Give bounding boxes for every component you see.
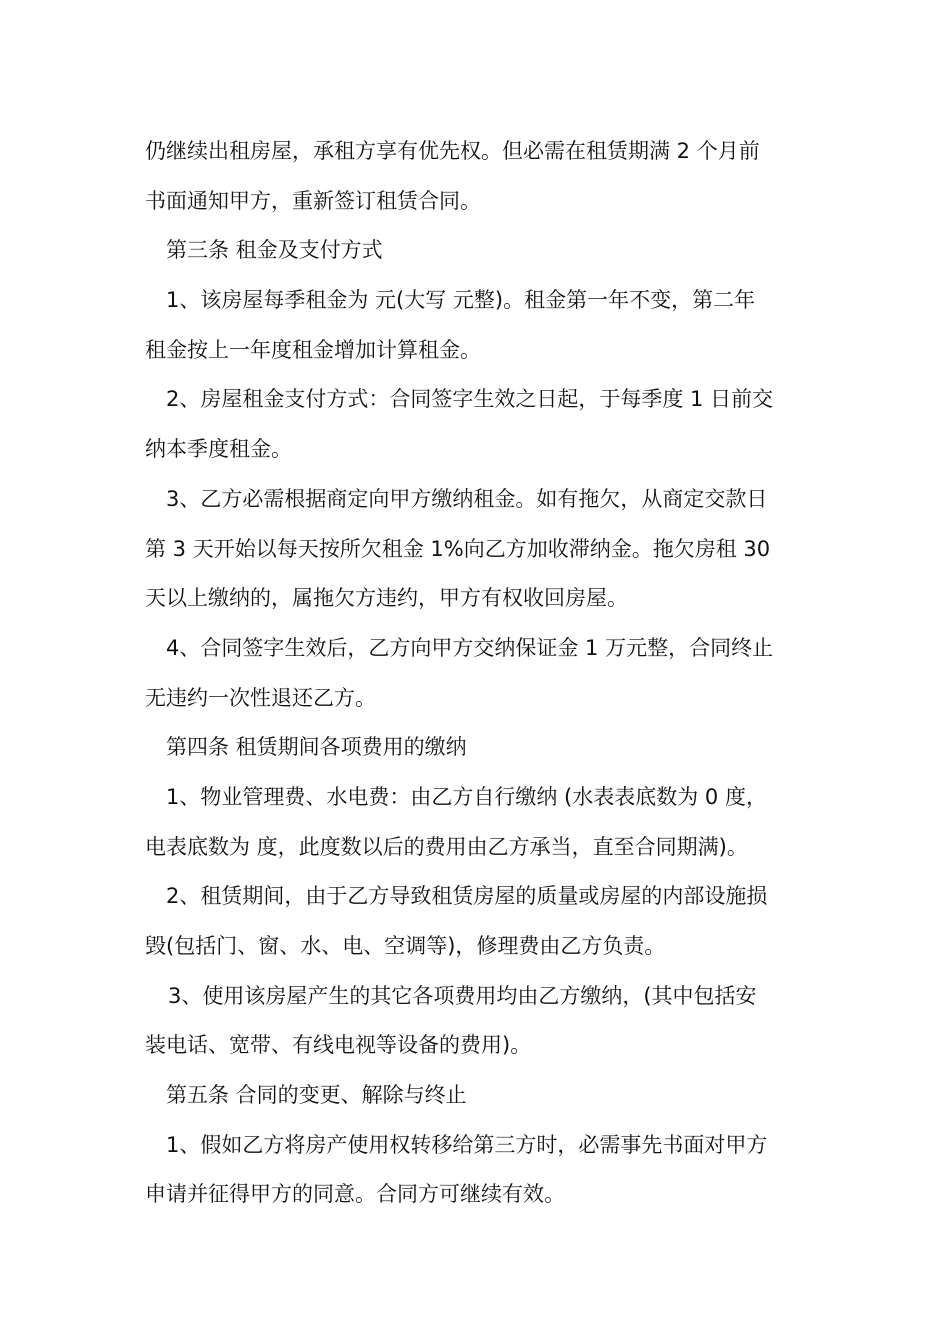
text-line: 第 3 天开始以每天按所欠租金 1%向乙方加收滞纳金。拖欠房租 30	[145, 537, 771, 561]
text-line: 4、合同签字生效后，乙方向甲方交纳保证金 1 万元整，合同终止	[166, 636, 774, 660]
text-line: 1、该房屋每季租金为 元(大写 元整)。租金第一年不变，第二年	[166, 288, 756, 312]
text-line: 2、房屋租金支付方式：合同签字生效之日起，于每季度 1 日前交	[166, 387, 774, 411]
text-line: 3、使用该房屋产生的其它各项费用均由乙方缴纳，(其中包括安	[168, 984, 757, 1008]
text-line: 纳本季度租金。	[145, 437, 292, 461]
section-heading: 第三条 租金及支付方式	[166, 238, 383, 262]
section-heading: 第五条 合同的变更、解除与终止	[166, 1083, 467, 1107]
text-line: 1、假如乙方将房产使用权转移给第三方时，必需事先书面对甲方	[166, 1133, 768, 1157]
text-line: 天以上缴纳的，属拖欠方违约，甲方有权收回房屋。	[145, 586, 628, 610]
text-line: 无违约一次性退还乙方。	[145, 686, 376, 710]
text-line: 3、乙方必需根据商定向甲方缴纳租金。如有拖欠，从商定交款日	[166, 487, 768, 511]
text-line: 租金按上一年度租金增加计算租金。	[145, 338, 481, 362]
text-line: 2、租赁期间，由于乙方导致租赁房屋的质量或房屋的内部设施损	[166, 884, 768, 908]
text-line: 申请并征得甲方的同意。合同方可继续有效。	[145, 1182, 565, 1206]
text-line: 仍继续出租房屋，承租方享有优先权。但必需在租赁期满 2 个月前	[145, 139, 760, 163]
text-line: 装电话、宽带、有线电视等设备的费用)。	[145, 1033, 532, 1057]
text-line: 电表底数为 度，此度数以后的费用由乙方承当，直至合同期满)。	[145, 835, 748, 859]
text-line: 书面通知甲方，重新签订租赁合同。	[145, 189, 481, 213]
text-line: 1、物业管理费、水电费：由乙方自行缴纳 (水表表底数为 0 度，	[166, 785, 767, 809]
text-line: 毁(包括门、窗、水、电、空调等)，修理费由乙方负责。	[145, 934, 666, 958]
section-heading: 第四条 租赁期间各项费用的缴纳	[166, 735, 467, 759]
